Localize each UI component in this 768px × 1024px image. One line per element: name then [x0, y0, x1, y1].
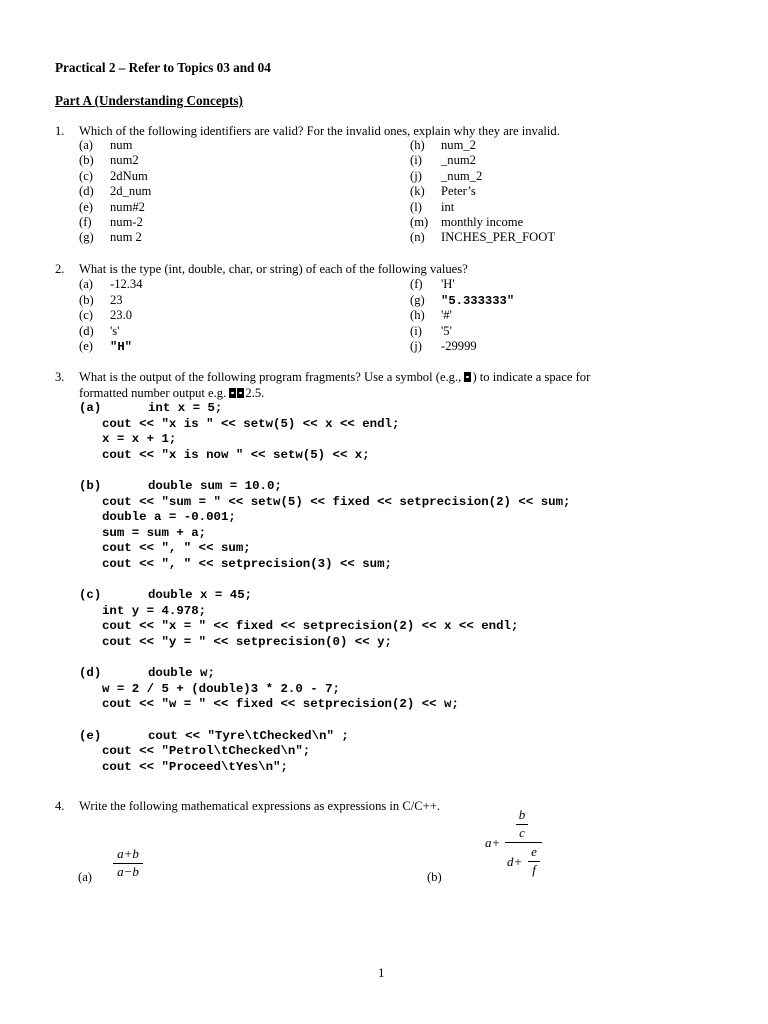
- option-value: -29999: [441, 339, 477, 354]
- option-value: num-2: [110, 215, 143, 229]
- option-item: [79, 339, 132, 354]
- option-item: [79, 308, 132, 323]
- code-line: cout << "y = " << setprecision(0) << y;: [102, 635, 392, 649]
- option-item: [410, 215, 523, 230]
- option-item: [410, 169, 482, 184]
- option-label: (k): [410, 184, 425, 199]
- code-line: double w;: [148, 666, 215, 681]
- expression-label-a: (a): [78, 870, 92, 884]
- code-line: cout << "Proceed\tYes\n";: [102, 759, 288, 774]
- code-part-label: (d): [79, 666, 102, 681]
- option-item: [79, 277, 143, 292]
- code-line: cout << "x = " << fixed << setprecision(2) << x << endl;: [102, 619, 519, 634]
- space-symbol-icon: [464, 372, 471, 382]
- option-label: (i): [410, 323, 422, 338]
- option-item: [410, 293, 514, 308]
- option-value: INCHES_PER_FOOT: [441, 230, 556, 245]
- code-part: [79, 666, 215, 682]
- inner-denominator-c: c: [519, 825, 525, 840]
- question-text-part: ) to indicate a space for: [472, 370, 591, 384]
- option-label: (c): [79, 168, 93, 183]
- code-part-label: (e): [79, 728, 102, 743]
- code-part: [79, 728, 349, 745]
- space-symbol-icon: [229, 388, 236, 398]
- option-value: 23.0: [110, 308, 133, 323]
- code-part: [79, 479, 282, 495]
- question-number: 4.: [55, 799, 65, 813]
- code-line: x = x + 1;: [102, 432, 177, 447]
- option-label: (f): [410, 277, 423, 291]
- option-label: (n): [410, 230, 425, 245]
- option-value: 2d_num: [110, 184, 152, 199]
- code-part-label: (c): [79, 588, 102, 603]
- code-part-label: (b): [79, 479, 102, 493]
- option-item: [79, 169, 148, 184]
- option-value: Peter’s: [441, 184, 476, 199]
- option-item: [410, 277, 455, 292]
- option-value: int: [441, 199, 455, 214]
- code-line: cout << "Tyre\tChecked\n" ;: [148, 728, 349, 743]
- option-item: [79, 184, 151, 199]
- code-line: cout << "w = " << fixed << setprecision(2) << w;: [102, 697, 459, 712]
- code-line: cout << ", " << setprecision(3) << sum;: [102, 557, 392, 571]
- code-line: cout << "Petrol\tChecked\n";: [102, 744, 311, 759]
- option-item: [410, 138, 476, 153]
- option-label: (a): [79, 277, 93, 291]
- option-value: -12.34: [110, 277, 143, 291]
- code-part: [79, 401, 223, 417]
- option-value: _num2: [441, 153, 476, 168]
- question-number: 1.: [55, 124, 65, 138]
- code-line: double sum = 10.0;: [148, 479, 282, 493]
- option-label: (i): [410, 153, 422, 168]
- option-item: [79, 324, 119, 339]
- option-item: [79, 153, 139, 168]
- option-label: (j): [410, 339, 422, 354]
- question-text-part: What is the output of the following program fragments? Use a symbol (e.g.,: [79, 370, 462, 384]
- space-symbol-icon: [237, 388, 244, 398]
- option-item: [410, 200, 454, 215]
- option-value: monthly income: [441, 215, 524, 229]
- option-item: [410, 308, 452, 323]
- option-value: '#': [441, 308, 452, 323]
- inner-numerator-e: e: [531, 844, 537, 859]
- code-line: cout << "x is now " << setw(5) << x;: [102, 447, 370, 462]
- fraction-denominator: a−b: [117, 864, 139, 879]
- option-label: (e): [79, 199, 93, 214]
- option-value: num2: [110, 153, 139, 168]
- option-value: num_2: [441, 138, 476, 152]
- code-line: int y = 4.978;: [102, 603, 207, 618]
- section-heading-part-a: Part A (Understanding Concepts): [55, 93, 243, 108]
- inner-denominator-f: f: [532, 862, 536, 877]
- option-value: num 2: [110, 230, 142, 245]
- option-item: [79, 138, 132, 153]
- question-text: [79, 370, 590, 385]
- code-line: w = 2 / 5 + (double)3 * 2.0 - 7;: [102, 681, 340, 696]
- option-item: [410, 339, 477, 354]
- option-item: [79, 293, 123, 308]
- fraction-numerator: a+b: [117, 846, 139, 861]
- code-line: int x = 5;: [148, 401, 223, 415]
- option-value: "H": [110, 340, 132, 355]
- option-label: (l): [410, 199, 422, 214]
- option-item: [410, 153, 476, 168]
- code-line: sum = sum + a;: [102, 525, 207, 540]
- code-line: cout << "sum = " << setw(5) << fixed << setprecision(2) << sum;: [102, 494, 571, 509]
- question-text-part: 2.5.: [245, 386, 265, 400]
- term-a-plus: a+: [485, 835, 501, 850]
- main-fraction-bar: [505, 842, 542, 843]
- option-value: num#2: [110, 199, 145, 214]
- option-item: [79, 215, 143, 230]
- option-value: 2dNum: [110, 168, 148, 183]
- expression-label-b: (b): [427, 870, 442, 884]
- option-label: (d): [79, 323, 94, 338]
- code-part-label: (a): [79, 401, 102, 415]
- option-label: (b): [79, 292, 94, 307]
- option-value: 'H': [441, 277, 455, 291]
- option-label: (g): [410, 292, 425, 307]
- question-number: 3.: [55, 370, 65, 384]
- option-value: '5': [441, 323, 452, 338]
- code-line: double x = 45;: [148, 588, 253, 603]
- code-line: cout << ", " << sum;: [102, 541, 251, 556]
- code-line: cout << "x is " << setw(5) << x << endl;: [102, 416, 400, 431]
- option-item: [79, 200, 145, 215]
- option-label: (h): [410, 308, 425, 323]
- option-label: (a): [79, 138, 93, 152]
- option-label: (e): [79, 339, 93, 354]
- option-value: 's': [110, 323, 120, 338]
- page-number: 1: [378, 965, 385, 980]
- option-value: "5.333333": [441, 293, 515, 308]
- option-label: (f): [79, 215, 92, 229]
- question-text: What is the type (int, double, char, or string) of each of the following values?: [79, 262, 468, 276]
- option-item: [410, 230, 555, 245]
- inner-numerator-b: b: [518, 807, 526, 822]
- question-text-part: formatted number output e.g.: [79, 386, 227, 400]
- option-label: (c): [79, 308, 93, 323]
- code-part: [79, 588, 253, 604]
- term-d-plus: d+: [507, 854, 523, 869]
- question-number: 2.: [55, 262, 65, 276]
- option-label: (d): [79, 184, 94, 199]
- code-line: double a = -0.001;: [102, 510, 236, 525]
- option-value: 23: [110, 292, 123, 307]
- option-label: (h): [410, 138, 425, 152]
- option-item: [410, 324, 452, 339]
- document-title: Practical 2 – Refer to Topics 03 and 04: [55, 60, 271, 75]
- option-label: (j): [410, 168, 422, 183]
- option-label: (g): [79, 230, 94, 245]
- question-text: Write the following mathematical expressions as expressions in C/C++.: [79, 799, 441, 813]
- option-value: _num_2: [441, 168, 483, 183]
- option-item: [79, 230, 142, 245]
- option-item: [410, 184, 476, 199]
- option-label: (m): [410, 215, 429, 229]
- question-text-line-2: [79, 386, 264, 401]
- option-value: num: [110, 138, 133, 152]
- option-label: (b): [79, 153, 94, 168]
- question-text: Which of the following identifiers are valid? For the invalid ones, explain why they are invalid.: [79, 124, 560, 138]
